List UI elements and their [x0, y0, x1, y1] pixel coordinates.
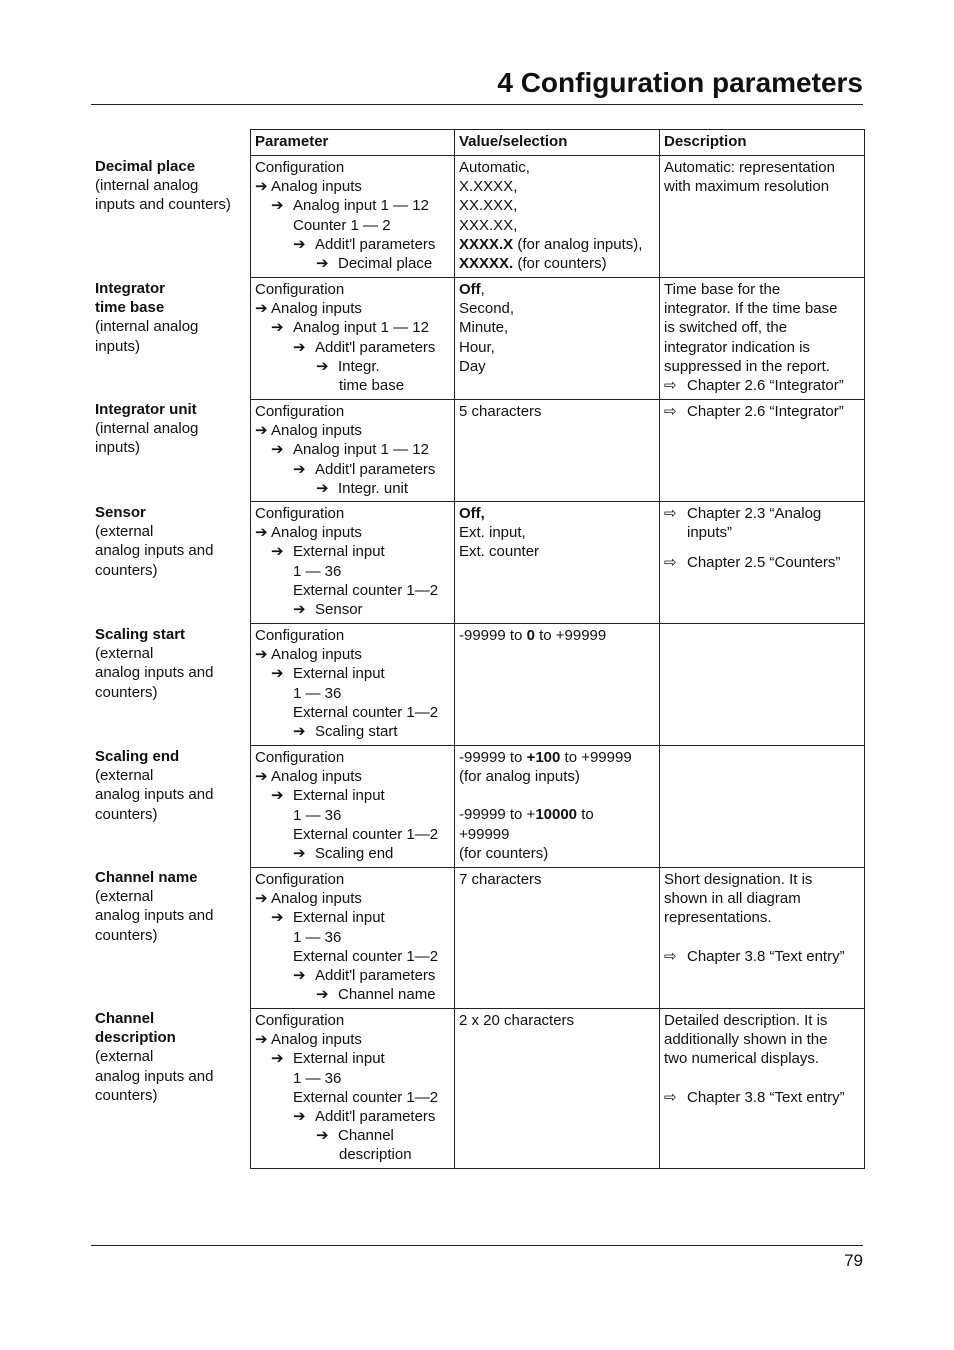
value-selection: 7 characters	[455, 868, 660, 1009]
arrow-right-icon: ➔	[255, 422, 268, 440]
table-row	[251, 624, 865, 746]
arrow-right-icon: ➔	[316, 357, 329, 375]
param-label-channel-name: Channel name (external analog inputs and counters)	[95, 869, 214, 944]
menu-path: Configuration ➔ Analog inputs ➔ External input 1 — 36 External counter 1—2 ➔ Scaling start	[251, 624, 455, 746]
arrow-right-icon: ➔	[271, 787, 284, 805]
table-row	[251, 278, 865, 400]
arrow-right-icon: ➔	[255, 768, 268, 786]
pointing-hand-icon: ⇨	[664, 377, 677, 395]
chapter-reference[interactable]: Chapter 2.6 “Integrator”	[687, 377, 844, 395]
description	[660, 624, 865, 746]
param-label-scaling-start: Scaling start (external analog inputs and counters)	[95, 626, 214, 701]
page-number: 79	[844, 1251, 863, 1270]
menu-path: Configuration ➔ Analog inputs ➔ Analog input 1 — 12 ➔ Addit'l parameters ➔ Integr. unit	[251, 400, 455, 502]
arrow-right-icon: ➔	[271, 1050, 284, 1068]
arrow-right-icon: ➔	[271, 319, 284, 337]
arrow-right-icon: ➔	[255, 178, 268, 196]
value-selection: -99999 to 0 to +99999	[455, 624, 660, 746]
param-label-scaling-end: Scaling end (external analog inputs and counters)	[95, 748, 214, 823]
table-row	[251, 1009, 865, 1169]
description	[660, 746, 865, 868]
value-selection: Off, Second, Minute, Hour, Day	[455, 278, 660, 400]
chapter-reference[interactable]: Chapter 3.8 “Text entry”	[687, 947, 845, 965]
arrow-right-icon: ➔	[271, 665, 284, 683]
param-label-decimal-place: Decimal place (internal analog inputs and counters)	[95, 158, 231, 214]
arrow-right-icon: ➔	[255, 890, 268, 908]
arrow-right-icon: ➔	[271, 543, 284, 561]
menu-path: Configuration ➔ Analog inputs ➔ External input 1 — 36 External counter 1—2 ➔ Sensor	[251, 502, 455, 624]
arrow-right-icon: ➔	[255, 524, 268, 542]
table-row	[251, 156, 865, 278]
pointing-hand-icon: ⇨	[664, 554, 677, 572]
param-label-integrator-time-base: Integrator time base (internal analog inputs)	[95, 280, 199, 355]
arrow-right-icon: ➔	[293, 723, 306, 741]
pointing-hand-icon: ⇨	[664, 1088, 677, 1106]
arrow-right-icon: ➔	[293, 601, 306, 619]
description: Detailed description. It is additionally shown in the two numerical displays. ⇨ Chapter 3.8 “Text entry”	[660, 1009, 865, 1169]
table-row	[251, 502, 865, 624]
arrow-right-icon: ➔	[293, 338, 306, 356]
description	[660, 502, 865, 624]
arrow-right-icon: ➔	[316, 479, 329, 497]
description: Time base for the integrator. If the time base is switched off, the integrator indication is suppressed in the report. ⇨ Chapter 2.6 “Integrator”	[660, 278, 865, 400]
column-header-value: Value/selection	[455, 130, 660, 156]
value-selection: 5 characters	[455, 400, 660, 502]
arrow-right-icon: ➔	[271, 197, 284, 215]
arrow-right-icon: ➔	[293, 845, 306, 863]
footer-rule	[91, 1245, 863, 1246]
menu-path: Configuration ➔ Analog inputs ➔ External input 1 — 36 External counter 1—2 ➔ Addit'l parameters ➔ Channel name	[251, 868, 455, 1009]
arrow-right-icon: ➔	[255, 646, 268, 664]
table-row	[251, 746, 865, 868]
arrow-right-icon: ➔	[293, 1108, 306, 1126]
arrow-right-icon: ➔	[293, 235, 306, 253]
chapter-reference[interactable]: Chapter 3.8 “Text entry”	[687, 1088, 845, 1106]
param-label-channel-description: Channel description (external analog inputs and counters)	[95, 1010, 214, 1104]
param-label-integrator-unit: Integrator unit (internal analog inputs)	[95, 401, 199, 457]
value-selection: Off, Ext. input, Ext. counter	[455, 502, 660, 624]
menu-path: Configuration ➔ Analog inputs ➔ External input 1 — 36 External counter 1—2 ➔ Scaling end	[251, 746, 455, 868]
arrow-right-icon: ➔	[316, 986, 329, 1004]
arrow-right-icon: ➔	[255, 300, 268, 318]
value-selection: 2 x 20 characters	[455, 1009, 660, 1169]
parameter-table	[250, 129, 865, 1169]
chapter-reference[interactable]: Chapter 2.3 “Analog inputs”	[687, 505, 822, 542]
menu-path: Configuration ➔ Analog inputs ➔ Analog input 1 — 12 Counter 1 — 2 ➔ Addit'l parameters ➔ Decimal place	[251, 156, 455, 278]
description: Short designation. It is shown in all diagram representations. ⇨ Chapter 3.8 “Text entry”	[660, 868, 865, 1009]
param-label-sensor: Sensor (external analog inputs and counters)	[95, 504, 214, 579]
arrow-right-icon: ➔	[271, 909, 284, 927]
chapter-reference[interactable]: Chapter 2.5 “Counters”	[687, 554, 841, 572]
description: Automatic: representation with maximum resolution	[660, 156, 865, 278]
arrow-right-icon: ➔	[316, 255, 329, 273]
chapter-reference[interactable]: Chapter 2.6 “Integrator”	[687, 403, 844, 420]
column-header-description: Description	[660, 130, 865, 156]
arrow-right-icon: ➔	[255, 1031, 268, 1049]
arrow-right-icon: ➔	[271, 441, 284, 459]
menu-path: Configuration ➔ Analog inputs ➔ Analog input 1 — 12 ➔ Addit'l parameters ➔ Integr. time base	[251, 278, 455, 400]
pointing-hand-icon: ⇨	[664, 505, 677, 523]
pointing-hand-icon: ⇨	[664, 947, 677, 965]
menu-path: Configuration ➔ Analog inputs ➔ External input 1 — 36 External counter 1—2 ➔ Addit'l parameters ➔ Channel description	[251, 1009, 455, 1169]
value-selection: -99999 to +100 to +99999 (for analog inputs) -99999 to +10000 to +99999 (for counters)	[455, 746, 660, 868]
table-header-row	[251, 130, 865, 156]
arrow-right-icon: ➔	[293, 460, 306, 478]
header-rule	[91, 104, 863, 105]
value-selection: Automatic, X.XXXX, XX.XXX, XXX.XX, XXXX.X (for analog inputs), XXXXX. (for counters)	[455, 156, 660, 278]
table-row	[251, 400, 865, 502]
pointing-hand-icon: ⇨	[664, 403, 677, 420]
table-row	[251, 868, 865, 1009]
column-header-parameter: Parameter	[251, 130, 455, 156]
arrow-right-icon: ➔	[316, 1127, 329, 1145]
arrow-right-icon: ➔	[293, 967, 306, 985]
chapter-title: 4 Configuration parameters	[497, 67, 863, 98]
description	[660, 400, 865, 502]
